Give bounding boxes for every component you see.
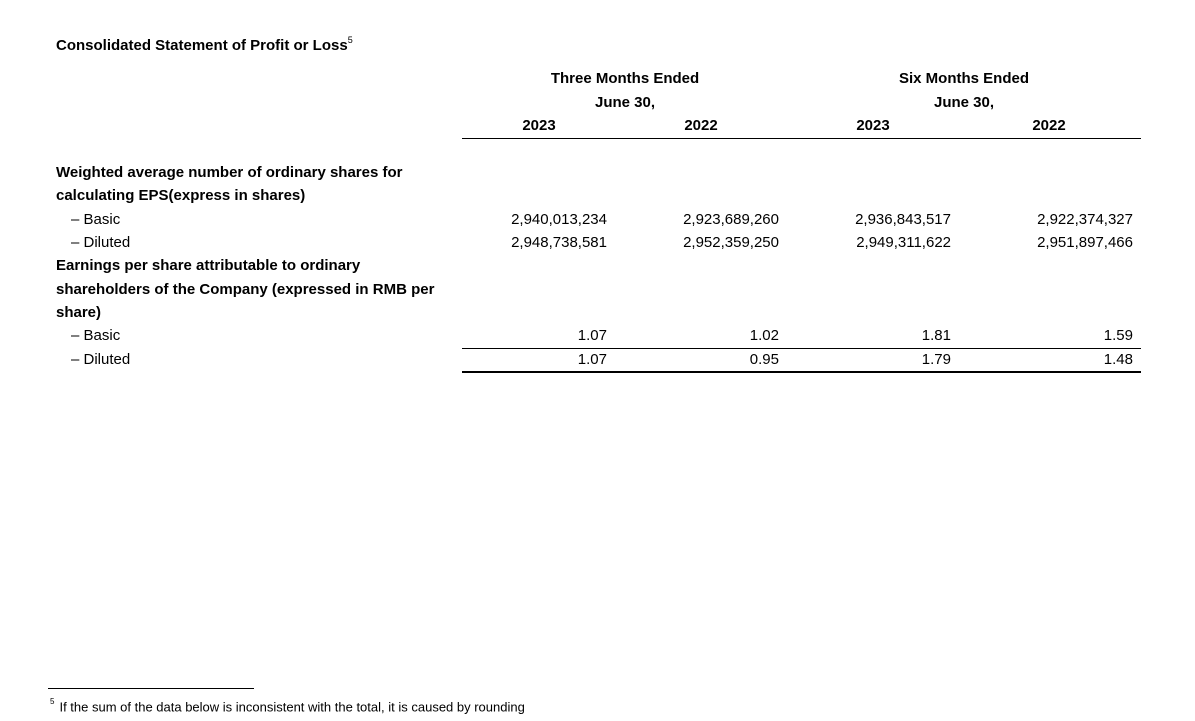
cell-eps-basic-three-2023: 1.07 <box>577 327 607 344</box>
year-header-six-2022: 2022 <box>1032 117 1066 134</box>
section-heading-shares-line1: Weighted average number of ordinary shares for <box>56 164 403 181</box>
year-header-six-2023: 2023 <box>856 117 890 134</box>
row-label-shares-diluted: – Diluted <box>71 234 131 251</box>
row-label-eps-basic: – Basic <box>71 327 121 344</box>
cell-eps-diluted-six-2023: 1.79 <box>921 351 951 368</box>
section-heading-eps-line2: shareholders of the Company (expressed in RMB per <box>56 281 435 298</box>
header-three-months-line1: Three Months Ended <box>550 70 700 87</box>
cell-eps-basic-six-2023: 1.81 <box>921 327 951 344</box>
year-header-three-2022: 2022 <box>684 117 718 134</box>
cell-eps-basic-three-2022: 1.02 <box>749 327 779 344</box>
total-rule <box>462 371 1141 373</box>
footnote-separator <box>48 688 254 689</box>
header-three-months-line2: June 30, <box>594 94 656 111</box>
cell-shares-diluted-six-2023: 2,949,311,622 <box>856 234 951 251</box>
row-label-shares-basic: – Basic <box>71 211 121 228</box>
title-text: Consolidated Statement of Profit or Loss <box>56 37 348 54</box>
cell-eps-basic-six-2022: 1.59 <box>1103 327 1133 344</box>
cell-shares-diluted-three-2022: 2,952,359,250 <box>683 234 779 251</box>
cell-shares-basic-three-2022: 2,923,689,260 <box>683 211 779 228</box>
cell-shares-basic-three-2023: 2,940,013,234 <box>511 211 607 228</box>
footnote <box>50 699 525 714</box>
section-heading-shares-line2: calculating EPS(express in shares) <box>56 187 306 204</box>
header-rule <box>462 138 1141 139</box>
footnote-mark: 5 <box>50 697 55 706</box>
cell-eps-diluted-three-2022: 0.95 <box>749 351 779 368</box>
subtotal-rule <box>462 348 1141 349</box>
header-six-months-line2: June 30, <box>933 94 995 111</box>
cell-eps-diluted-six-2022: 1.48 <box>1103 351 1133 368</box>
cell-shares-basic-six-2022: 2,922,374,327 <box>1037 211 1133 228</box>
section-heading-eps-line1: Earnings per share attributable to ordinary <box>56 257 361 274</box>
cell-shares-basic-six-2023: 2,936,843,517 <box>855 211 951 228</box>
title-footnote-mark: 5 <box>347 35 353 45</box>
cell-shares-diluted-six-2022: 2,951,897,466 <box>1037 234 1133 251</box>
year-header-three-2023: 2023 <box>522 117 556 134</box>
row-label-eps-diluted: – Diluted <box>71 351 131 368</box>
page-title <box>56 36 353 54</box>
cell-shares-diluted-three-2023: 2,948,738,581 <box>511 234 607 251</box>
cell-eps-diluted-three-2023: 1.07 <box>577 351 607 368</box>
footnote-text: If the sum of the data below is inconsistent with the total, it is caused by rounding <box>59 699 525 715</box>
header-six-months-line1: Six Months Ended <box>898 70 1029 87</box>
section-heading-eps-line3: share) <box>56 304 102 321</box>
